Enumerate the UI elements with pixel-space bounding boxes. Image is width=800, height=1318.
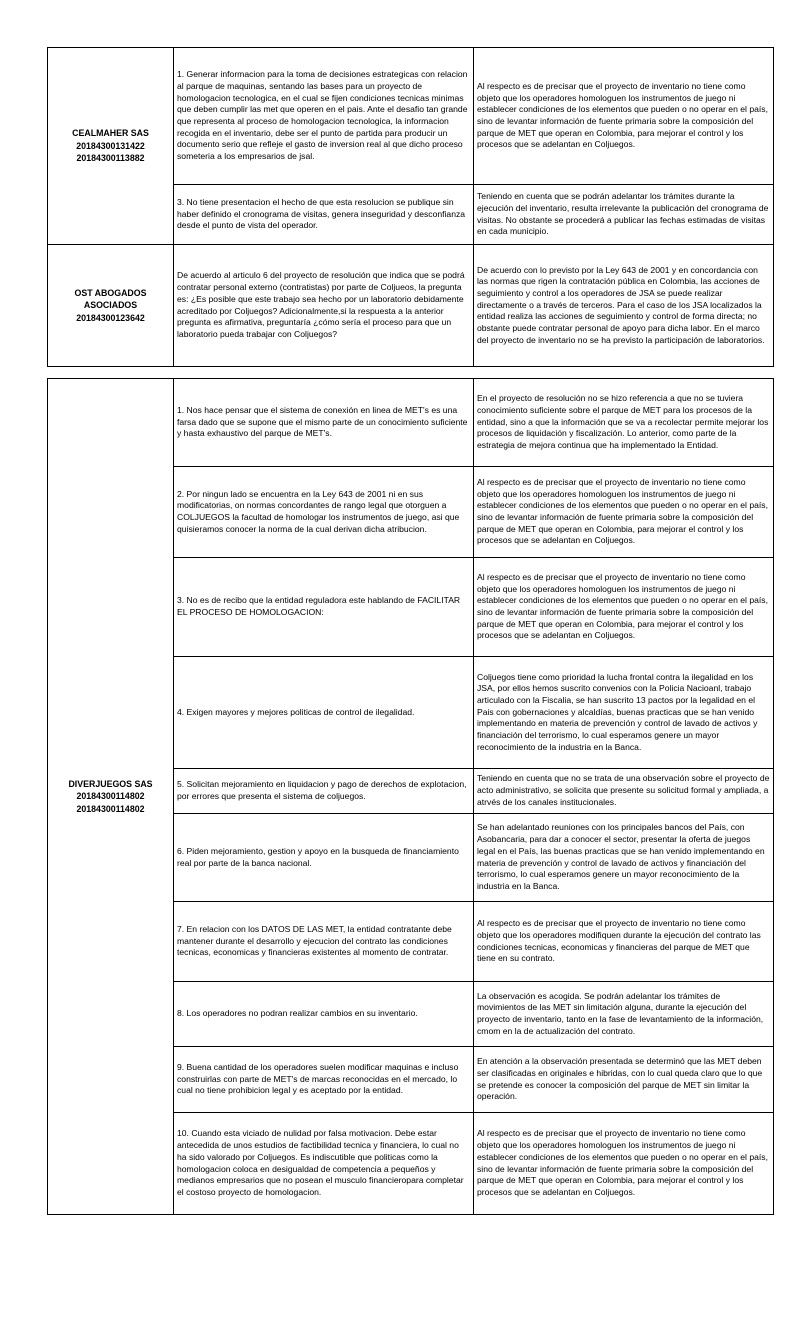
response-cell: En atención a la observación presentada se determinó que las MET deben ser clasificadas en originales e hibridas, con lo cual queda claro que lo que se pretende es conocer la composición del parque de MET sin limitar la operación. [474,1047,774,1113]
response-cell: Al respecto es de precisar que el proyecto de inventario no tiene como objeto que los operadores homologuen los instrumentos de juego ni establecer condiciones de los elementos que pueden o no operar en el país, sino de levantar información de fuente primaria sobre la composición del parque de MET que operan en Colombia, para mejorar el control y los procesos que se adelantan en Coljuegos. [474,558,774,657]
table-row [48,245,774,367]
observation-cell: 2. Por ningun lado se encuentra en la Ley 643 de 2001 ni en sus modificatorias, on normas concordantes de rango legal que otorguen a COLJUEGOS la facultad de homologar los instrumentos de juego, asi que quisieramos conocer la norma de la cual derivan dicha atribucion. [174,467,474,558]
observation-cell: 9. Buena cantidad de los operadores suelen modificar maquinas e incluso construirlas con parte de MET's de marcas reconocidas en el mercado, lo cual no tiene prohibicion legal y es aceptado por la entidad. [174,1047,474,1113]
response-cell: Teniendo en cuenta que se podrán adelantar los trámites durante la ejecución del inventario, resulta irrelevante la publicación del cronograma de visitas. No obstante se procederá a publicar las fechas estimadas de visitas en cada municipio. [474,185,774,245]
comments-table-2 [47,378,774,1215]
observation-cell: 5. Solicitan mejoramiento en liquidacion y pago de derechos de explotacion, por errores que presenta el sistema de coljuegos. [174,769,474,814]
response-cell: Coljuegos tiene como prioridad la lucha frontal contra la ilegalidad en los JSA, por ellos hemos suscrito convenios con la Policia Nacioanl, trabajo articulado con la Fiscalia, se han suscrito 13 pactos por la legalidad en el Pais con gobernaciones y alcaldías, buenas practicas que se han venido implementando en materia de prevención y control de lavado de activos y financiación del terrorismo, lo cual esperamos genere un mayor reconocimiento de la industria en la Banca. [474,657,774,769]
entity-filing-number: 20184300131422 [76,140,145,151]
entity-name: OST ABOGADOS [74,287,147,298]
response-cell: Al respecto es de precisar que el proyecto de inventario no tiene como objeto que los operadores modifiquen durante la ejecución del contrato las condiciones tecnicas, economicas y financieras del parque de MET que tiene en su contrato. [474,902,774,982]
observation-cell: 3. No tiene presentacion el hecho de que esta resolucion se publique sin haber definido el cronograma de visitas, genera inseguridad y desconfianza desde el punto de vista del operador. [174,185,474,245]
entity-cell [48,245,174,367]
observation-cell: 3. No es de recibo que la entidad reguladora este hablando de FACILITAR EL PROCESO DE HOMOLOGACION: [174,558,474,657]
response-cell: Teniendo en cuenta que no se trata de una observación sobre el proyecto de acto administrativo, se solicita que presente su solicitud formal y ampliada, a atrvés de los canales institucionales. [474,769,774,814]
comments-table-1 [47,47,774,367]
response-cell: Al respecto es de precisar que el proyecto de inventario no tiene como objeto que los operadores homologuen los instrumentos de juego ni establecer condiciones de los elementos que pueden o no operar en el país, sino de levantar información de fuente primaria sobre la composición del parque de MET que operan en Colombia, para mejorar el control y los procesos que se adelantan en Coljuegos. [474,467,774,558]
entity-cell [48,379,174,1215]
response-cell: Se han adelantado reuniones con los principales bancos del País, con Asobancaria, para dar a conocer el sector, presentar la oferta de juegos legal en el País, las buenas practicas que se han venido implementando en materia de prevención y control de lavado de activos y financiación del terrorismo, lo cual esperamos genere un mayor reconocimiento de la industria en la Banca. [474,814,774,902]
table-row [48,48,774,185]
entity-cell [48,48,174,245]
observation-cell: 1. Nos hace pensar que el sistema de conexión en linea de MET's es una farsa dado que se supone que el mismo parte de un conocimiento suficiente y hasta exhaustivo del parque de MET's. [174,379,474,467]
response-cell: Al respecto es de precisar que el proyecto de inventario no tiene como objeto que los operadores homologuen los instrumentos de juego ni establecer condiciones de los elementos que pueden o no operar en el país, sino de levantar información de fuente primaria sobre la composición del parque de MET que operan en Colombia, para mejorar el control y los procesos que se adelantan en Coljuegos. [474,48,774,185]
observation-cell: 7. En relacion con los DATOS DE LAS MET, la entidad contratante debe mantener durante el desarrollo y ejecucion del contrato las condiciones tecnicas, economicas y financieras existentes al momento de contratar. [174,902,474,982]
entity-name: ASOCIADOS [83,300,138,311]
response-cell: Al respecto es de precisar que el proyecto de inventario no tiene como objeto que los operadores homologuen los instrumentos de juego ni establecer condiciones de los elementos que pueden o no operar en el país, sino de levantar información de fuente primaria sobre la composición del parque de MET que operan en Colombia, para mejorar el control y los procesos que se adelantan en Coljuegos. [474,1113,774,1215]
response-cell: La observación es acogida. Se podrán adelantar los trámites de movimientos de las MET sin limitación alguna, durante la ejecución del proyecto de inventario, tanto en la fase de levantamiento de la información, cmom en la de actualización del contrato. [474,982,774,1047]
response-cell: De acuerdo con lo previsto por la Ley 643 de 2001 y en concordancia con las normas que rigen la contratación pública en Colombia, las acciones de seguimiento y control a los operadores de JSA se puede realizar directamente o a través de terceros. Para el caso de los JSA localizados la entidad realiza las acciones de seguimiento y control de forma directa; no obstante puede contratar personal de apoyo para dicha labor. En el marco del proyecto de inventario no se ha previsto la participación de laboratorios. [474,245,774,367]
observation-cell: 10. Cuando esta viciado de nulidad por falsa motivacion. Debe estar antecedida de unos estudios de factibilidad tecnica y financiera, lo cual no ha sido valorado por Coljuegos. Es indiscutible que politicas como la homologacion coloca en desigualdad de competencia a pequeños y medianos empresarios que no posean el musculo financieropara completar el costoso proyecto de homologacion. [174,1113,474,1215]
entity-filing-number: 20184300114802 [76,803,145,814]
observation-cell: 6. Piden mejoramiento, gestion y apoyo en la busqueda de financiamiento real por parte de la banca nacional. [174,814,474,902]
entity-filing-number: 20184300113882 [76,153,145,164]
observation-cell: 1. Generar informacion para la toma de decisiones estrategicas con relacion al parque de maquinas, sentando las bases para un proyecto de homologacion tecnologica, en el cual se fijen condiciones tecnicas minimas que deben cumplir las met que operen en el pais. Ante el desafio tan grande que representa al proceso de homologacion tecnologica, la informacion recogida en el inventario, debe ser el punto de partida para producir un documento serio que refleje el gasto de inversion real al que dicho proceso someteria a los empresarios de jsal. [174,48,474,185]
observation-cell: De acuerdo al articulo 6 del proyecto de resolución que indica que se podrá contratar personal externo (contratistas) por parte de Coljueos, la pregunta es: ¿Es posible que este trabajo sea hecho por un laboratorio debidamente acreditado por Coljuegos? Adicionalmente,si la respuesta a la anterior pregunta es afirmativa, preguntaría ¿cómo sería el proceso para que un laboratorio pueda trabajar con Coljuegos? [174,245,474,367]
entity-name: CEALMAHER SAS [72,128,149,139]
observation-cell: 8. Los operadores no podran realizar cambios en su inventario. [174,982,474,1047]
table-row [48,379,774,467]
entity-filing-number: 20184300123642 [76,312,145,323]
entity-filing-number: 20184300114802 [76,791,145,802]
observation-cell: 4. Exigen mayores y mejores politicas de control de ilegalidad. [174,657,474,769]
entity-name: DIVERJUEGOS SAS [68,778,153,789]
response-cell: En el proyecto de resolución no se hizo referencia a que no se tuviera conocimiento suficiente sobre el parque de MET para los procesos de la entidad, sino a que la información que se va a recolectar permite mejorar los procesos de liquidación y fiscalización. Lo anterior, como parte de la estrategia de mejora continua que ha implementado la Entidad. [474,379,774,467]
